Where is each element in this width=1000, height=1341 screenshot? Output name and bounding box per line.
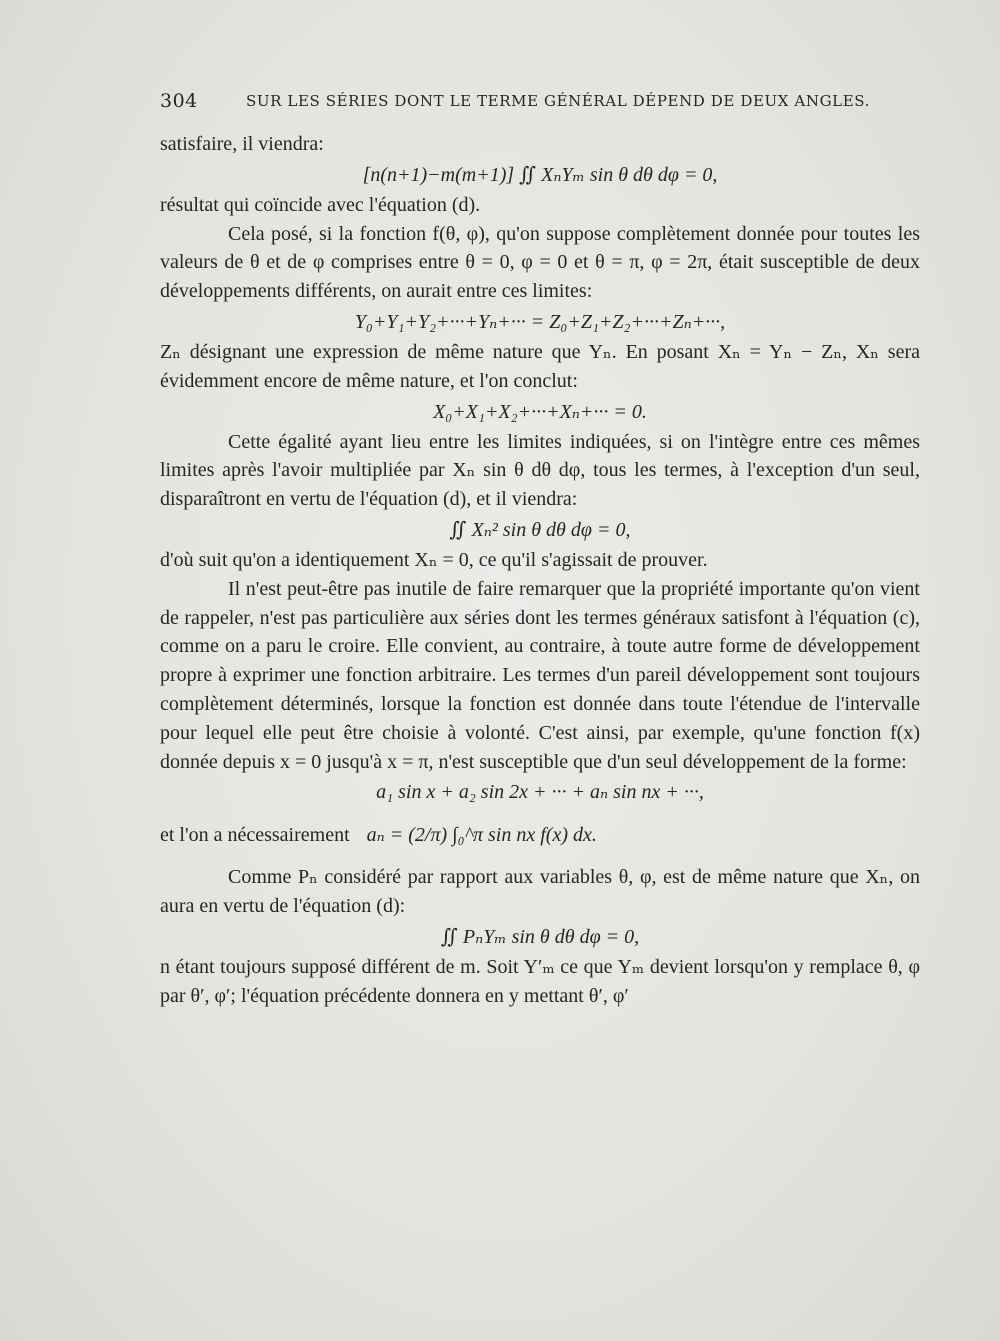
- paragraph: résultat qui coïncide avec l'équation (d).: [160, 193, 481, 216]
- equation: aₙ = (2/π) ∫₀^π sin nx f(x) dx.: [366, 824, 597, 847]
- paragraph-lead: et l'on a nécessairement: [160, 824, 350, 847]
- paragraph: Cela posé, si la fonction f(θ, φ), qu'on suppose complètement donnée pour toutes les valeurs de θ et de φ comprises entre θ = 0, φ = 0 et θ = π, φ = 2π, était susceptible de deux développements différents, on aurait entre ces limites:: [160, 222, 920, 303]
- equation: X₀+X₁+X₂+···+Xₙ+··· = 0.: [433, 400, 647, 423]
- equation-line: [160, 808, 920, 862]
- paragraph: Cette égalité ayant lieu entre les limites indiquées, si on l'intègre entre ces mêmes limites après l'avoir multipliée par Xₙ sin θ dθ dφ, tous les termes, à l'exception d'un seul, disparaîtront en vertu de l'équation (d), et il viendra:: [160, 430, 920, 511]
- paragraph: Il n'est peut-être pas inutile de faire remarquer que la propriété importante qu'on vient de rappeler, n'est pas particulière aux séries dont les termes généraux satisfont à l'équation (c), comme on a paru le croire. Elle convient, au contraire, à toute autre forme de développement propre à exprimer une fonction arbitraire. Les termes d'un pareil développement sont toujours complètement déterminés, lorsque la fonction est donnée dans toute l'étendue de l'intervalle pour lequel elle peut être choisie à volonté. C'est ainsi, par exemple, qu'une fonction f(x) donnée depuis x = 0 jusqu'à x = π, n'est susceptible que d'un seul développement de la forme:: [160, 577, 920, 773]
- paragraph: d'où suit qu'on a identiquement Xₙ = 0, ce qu'il s'agissait de prouver.: [160, 548, 708, 571]
- running-title: SUR LES SÉRIES DONT LE TERME GÉNÉRAL DÉPEND DE DEUX ANGLES.: [246, 92, 870, 110]
- equation: [n(n+1)−m(m+1)] ∬ XₙYₘ sin θ dθ dφ = 0,: [362, 163, 718, 186]
- body-text: [160, 130, 920, 1011]
- paragraph: satisfaire, il viendra:: [160, 133, 324, 155]
- page-number: 304: [160, 90, 198, 112]
- equation: Y₀+Y₁+Y₂+···+Yₙ+··· = Z₀+Z₁+Z₂+···+Zₙ+···,: [354, 310, 726, 333]
- page-header: [160, 90, 920, 116]
- equation: ∬ Xₙ² sin θ dθ dφ = 0,: [449, 518, 631, 541]
- equation: a₁ sin x + a₂ sin 2x + ··· + aₙ sin nx + ···,: [376, 781, 704, 804]
- paragraph: Comme Pₙ considéré par rapport aux variables θ, φ, est de même nature que Xₙ, on aura en vertu de l'équation (d):: [160, 866, 920, 918]
- paragraph: Zₙ désignant une expression de même nature que Yₙ. En posant Xₙ = Yₙ − Zₙ, Xₙ sera évidemment encore de même nature, et l'on conclut:: [160, 340, 920, 392]
- paragraph: n étant toujours supposé différent de m. Soit Y′ₘ ce que Yₘ devient lorsqu'on y remplace θ, φ par θ′, φ′; l'équation précédente donnera en y mettant θ′, φ′: [160, 955, 920, 1007]
- equation: ∬ PₙYₘ sin θ dθ dφ = 0,: [440, 925, 640, 948]
